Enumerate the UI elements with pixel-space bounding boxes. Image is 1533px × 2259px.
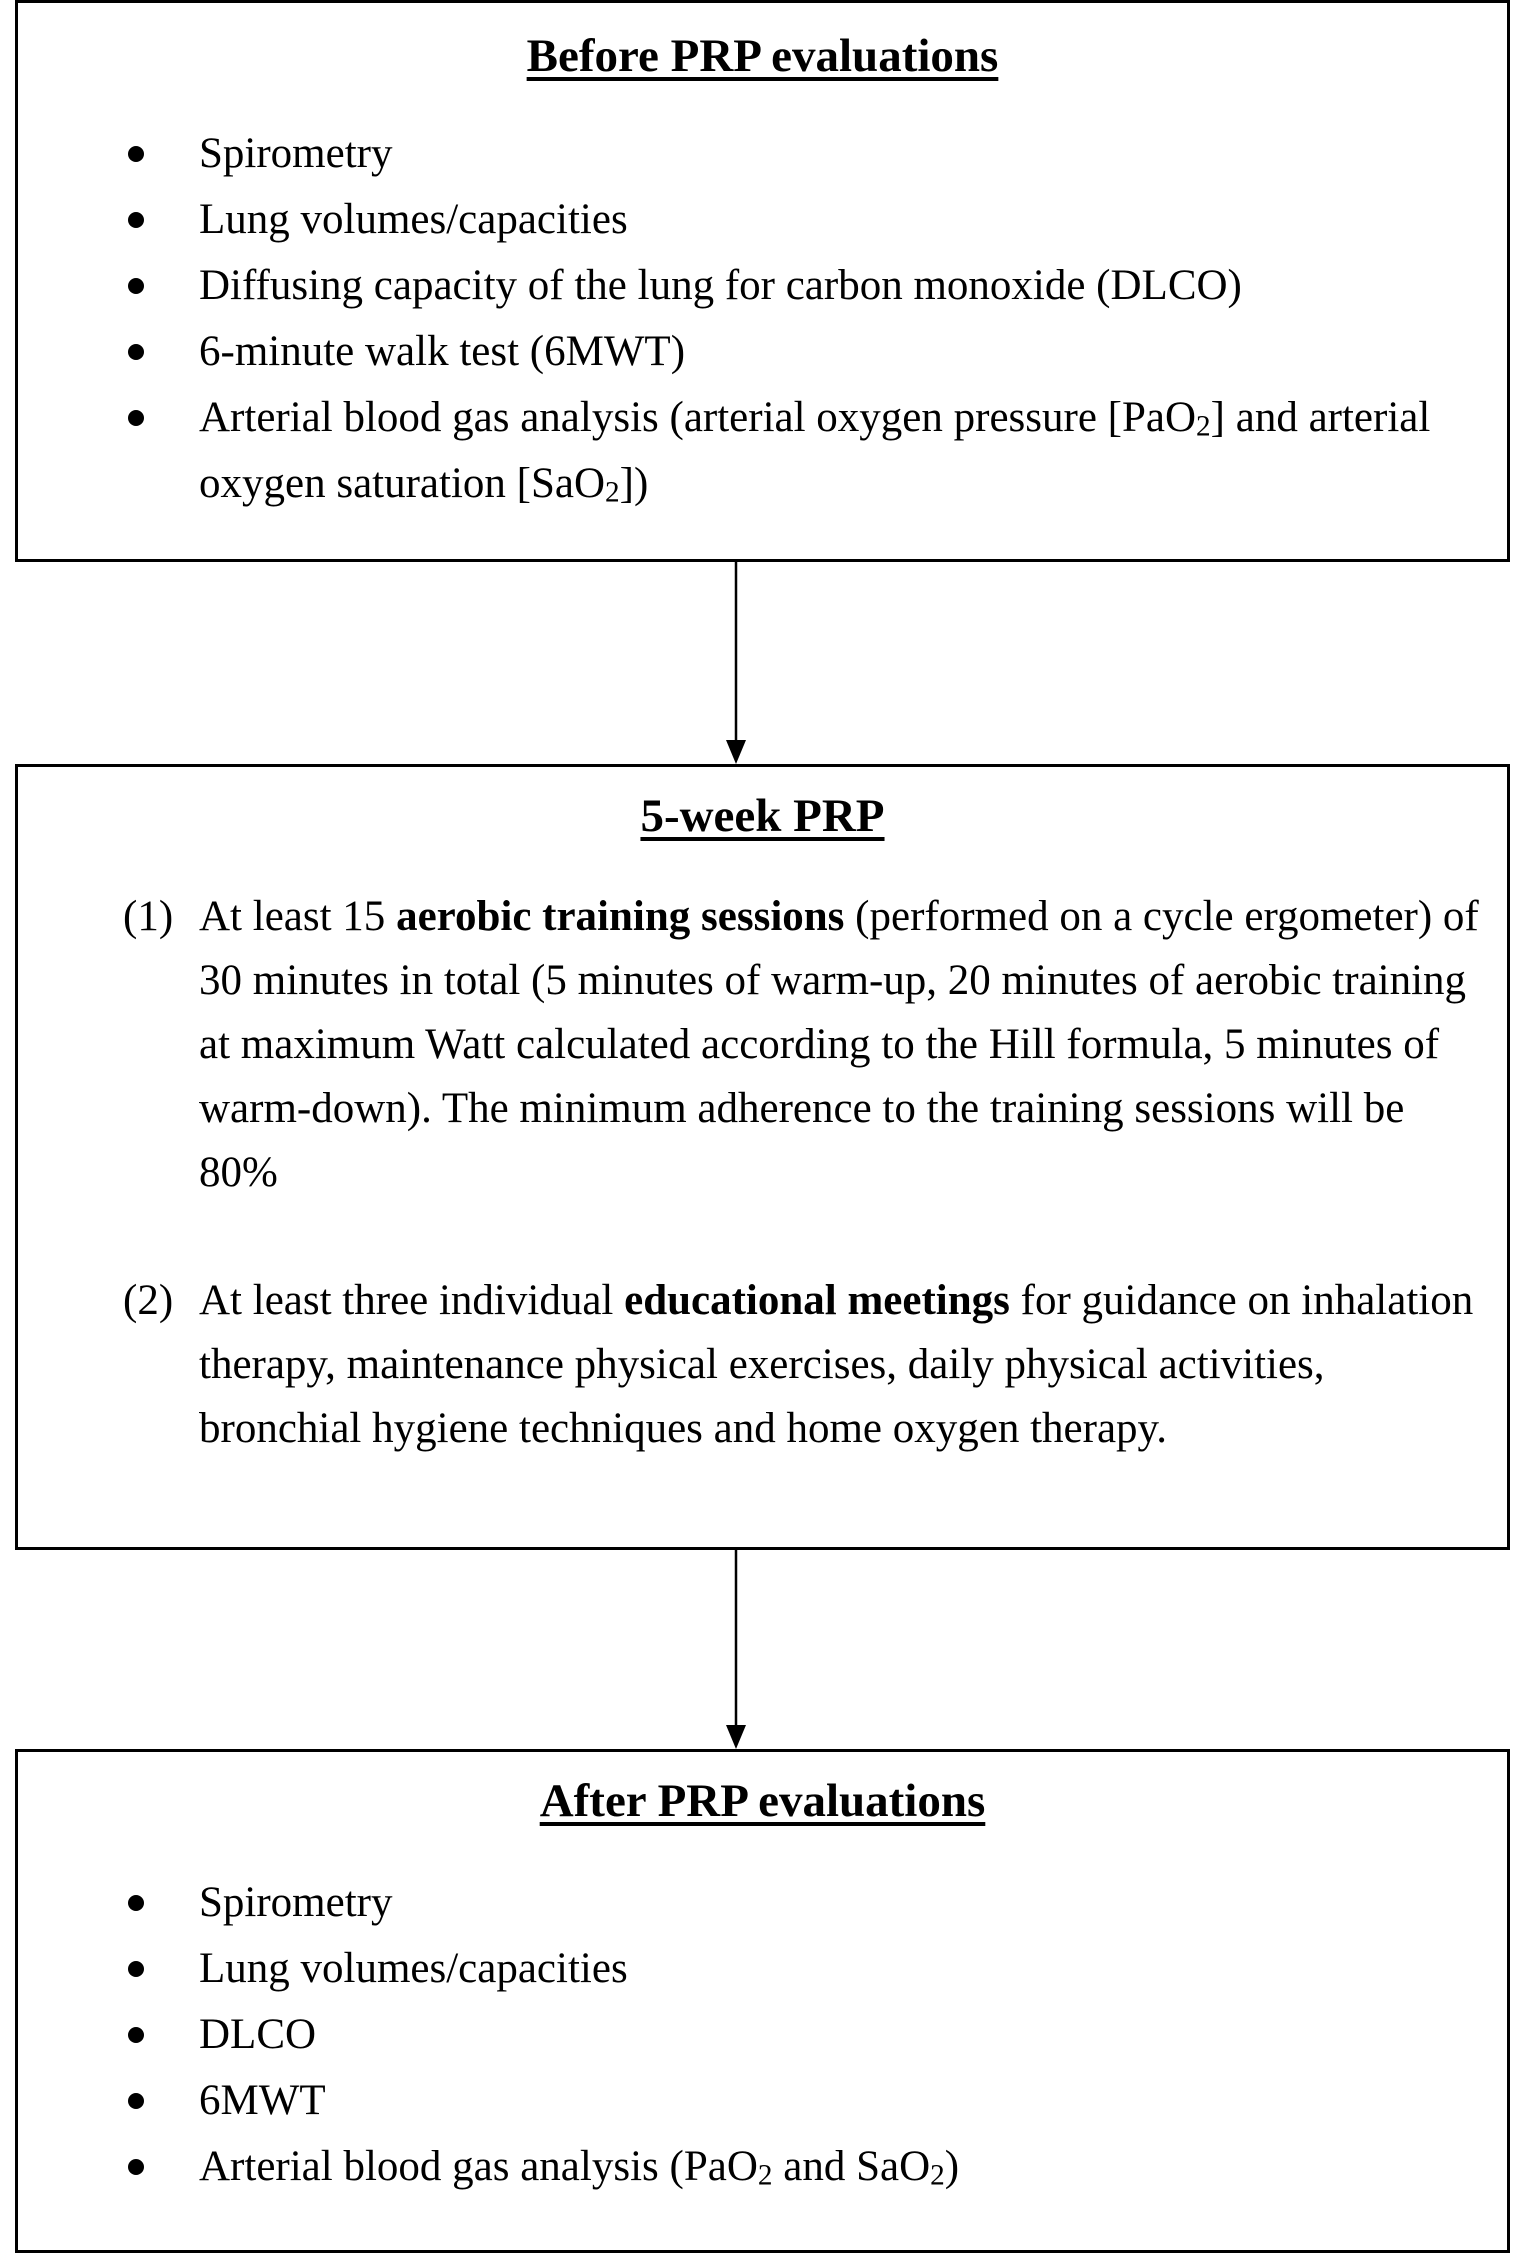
list-item: Spirometry: [18, 1870, 1487, 1936]
list-item: 6MWT: [18, 2068, 1487, 2134]
bullet-icon: [128, 146, 144, 162]
bullet-icon: [128, 410, 144, 426]
bullet-icon: [128, 344, 144, 360]
bullet-icon: [128, 212, 144, 228]
flow-arrow: [726, 1550, 746, 1749]
step-number: (1): [123, 893, 174, 940]
list-item: 6-minute walk test (6MWT): [18, 319, 1487, 385]
list-item: Arterial blood gas analysis (arterial oxygen pressure [PaO$_2$] and arterial oxygen saturation [SaO$_2$]): [18, 385, 1487, 517]
before-prp-title: Before PRP evaluations: [526, 30, 999, 82]
after-prp-box: [15, 1749, 1510, 2253]
bullet-icon: [128, 2159, 144, 2175]
prp-steps: [18, 885, 1483, 1461]
list-item: Arterial blood gas analysis (PaO$_2$ and SaO$_2$): [18, 2134, 1487, 2200]
bullet-icon: [128, 278, 144, 294]
arrow-down-icon: [726, 1550, 746, 1749]
before-prp-list: [18, 121, 1487, 517]
list-item: (2) At least three individual educational meetings for guidance on inhalation therapy, maintenance physical exercises, daily physical activities, bronchial hygiene techniques and home oxygen therapy.: [18, 1269, 1483, 1461]
after-prp-title: After PRP evaluations: [539, 1775, 986, 1827]
bullet-icon: [128, 2027, 144, 2043]
bullet-icon: [128, 2093, 144, 2109]
flow-arrow: [726, 562, 746, 764]
after-prp-list: [18, 1870, 1487, 2200]
before-prp-box: [15, 0, 1510, 562]
list-item: (1) At least 15 aerobic training sessions (performed on a cycle ergometer) of 30 minutes in total (5 minutes of warm-up, 20 minutes of aerobic training at maximum Watt calculated according to the Hill formula, 5 minutes of warm-down). The minimum adherence to the training sessions will be 80%: [18, 885, 1483, 1205]
list-item: Diffusing capacity of the lung for carbon monoxide (DLCO): [18, 253, 1487, 319]
step-number: (2): [123, 1277, 174, 1324]
arrow-down-icon: [726, 562, 746, 764]
bullet-icon: [128, 1895, 144, 1911]
prp-box: [15, 764, 1510, 1550]
bullet-icon: [128, 1961, 144, 1977]
list-item: DLCO: [18, 2002, 1487, 2068]
list-item: Spirometry: [18, 121, 1487, 187]
list-item: Lung volumes/capacities: [18, 187, 1487, 253]
prp-title: 5-week PRP: [640, 790, 885, 842]
list-item: Lung volumes/capacities: [18, 1936, 1487, 2002]
